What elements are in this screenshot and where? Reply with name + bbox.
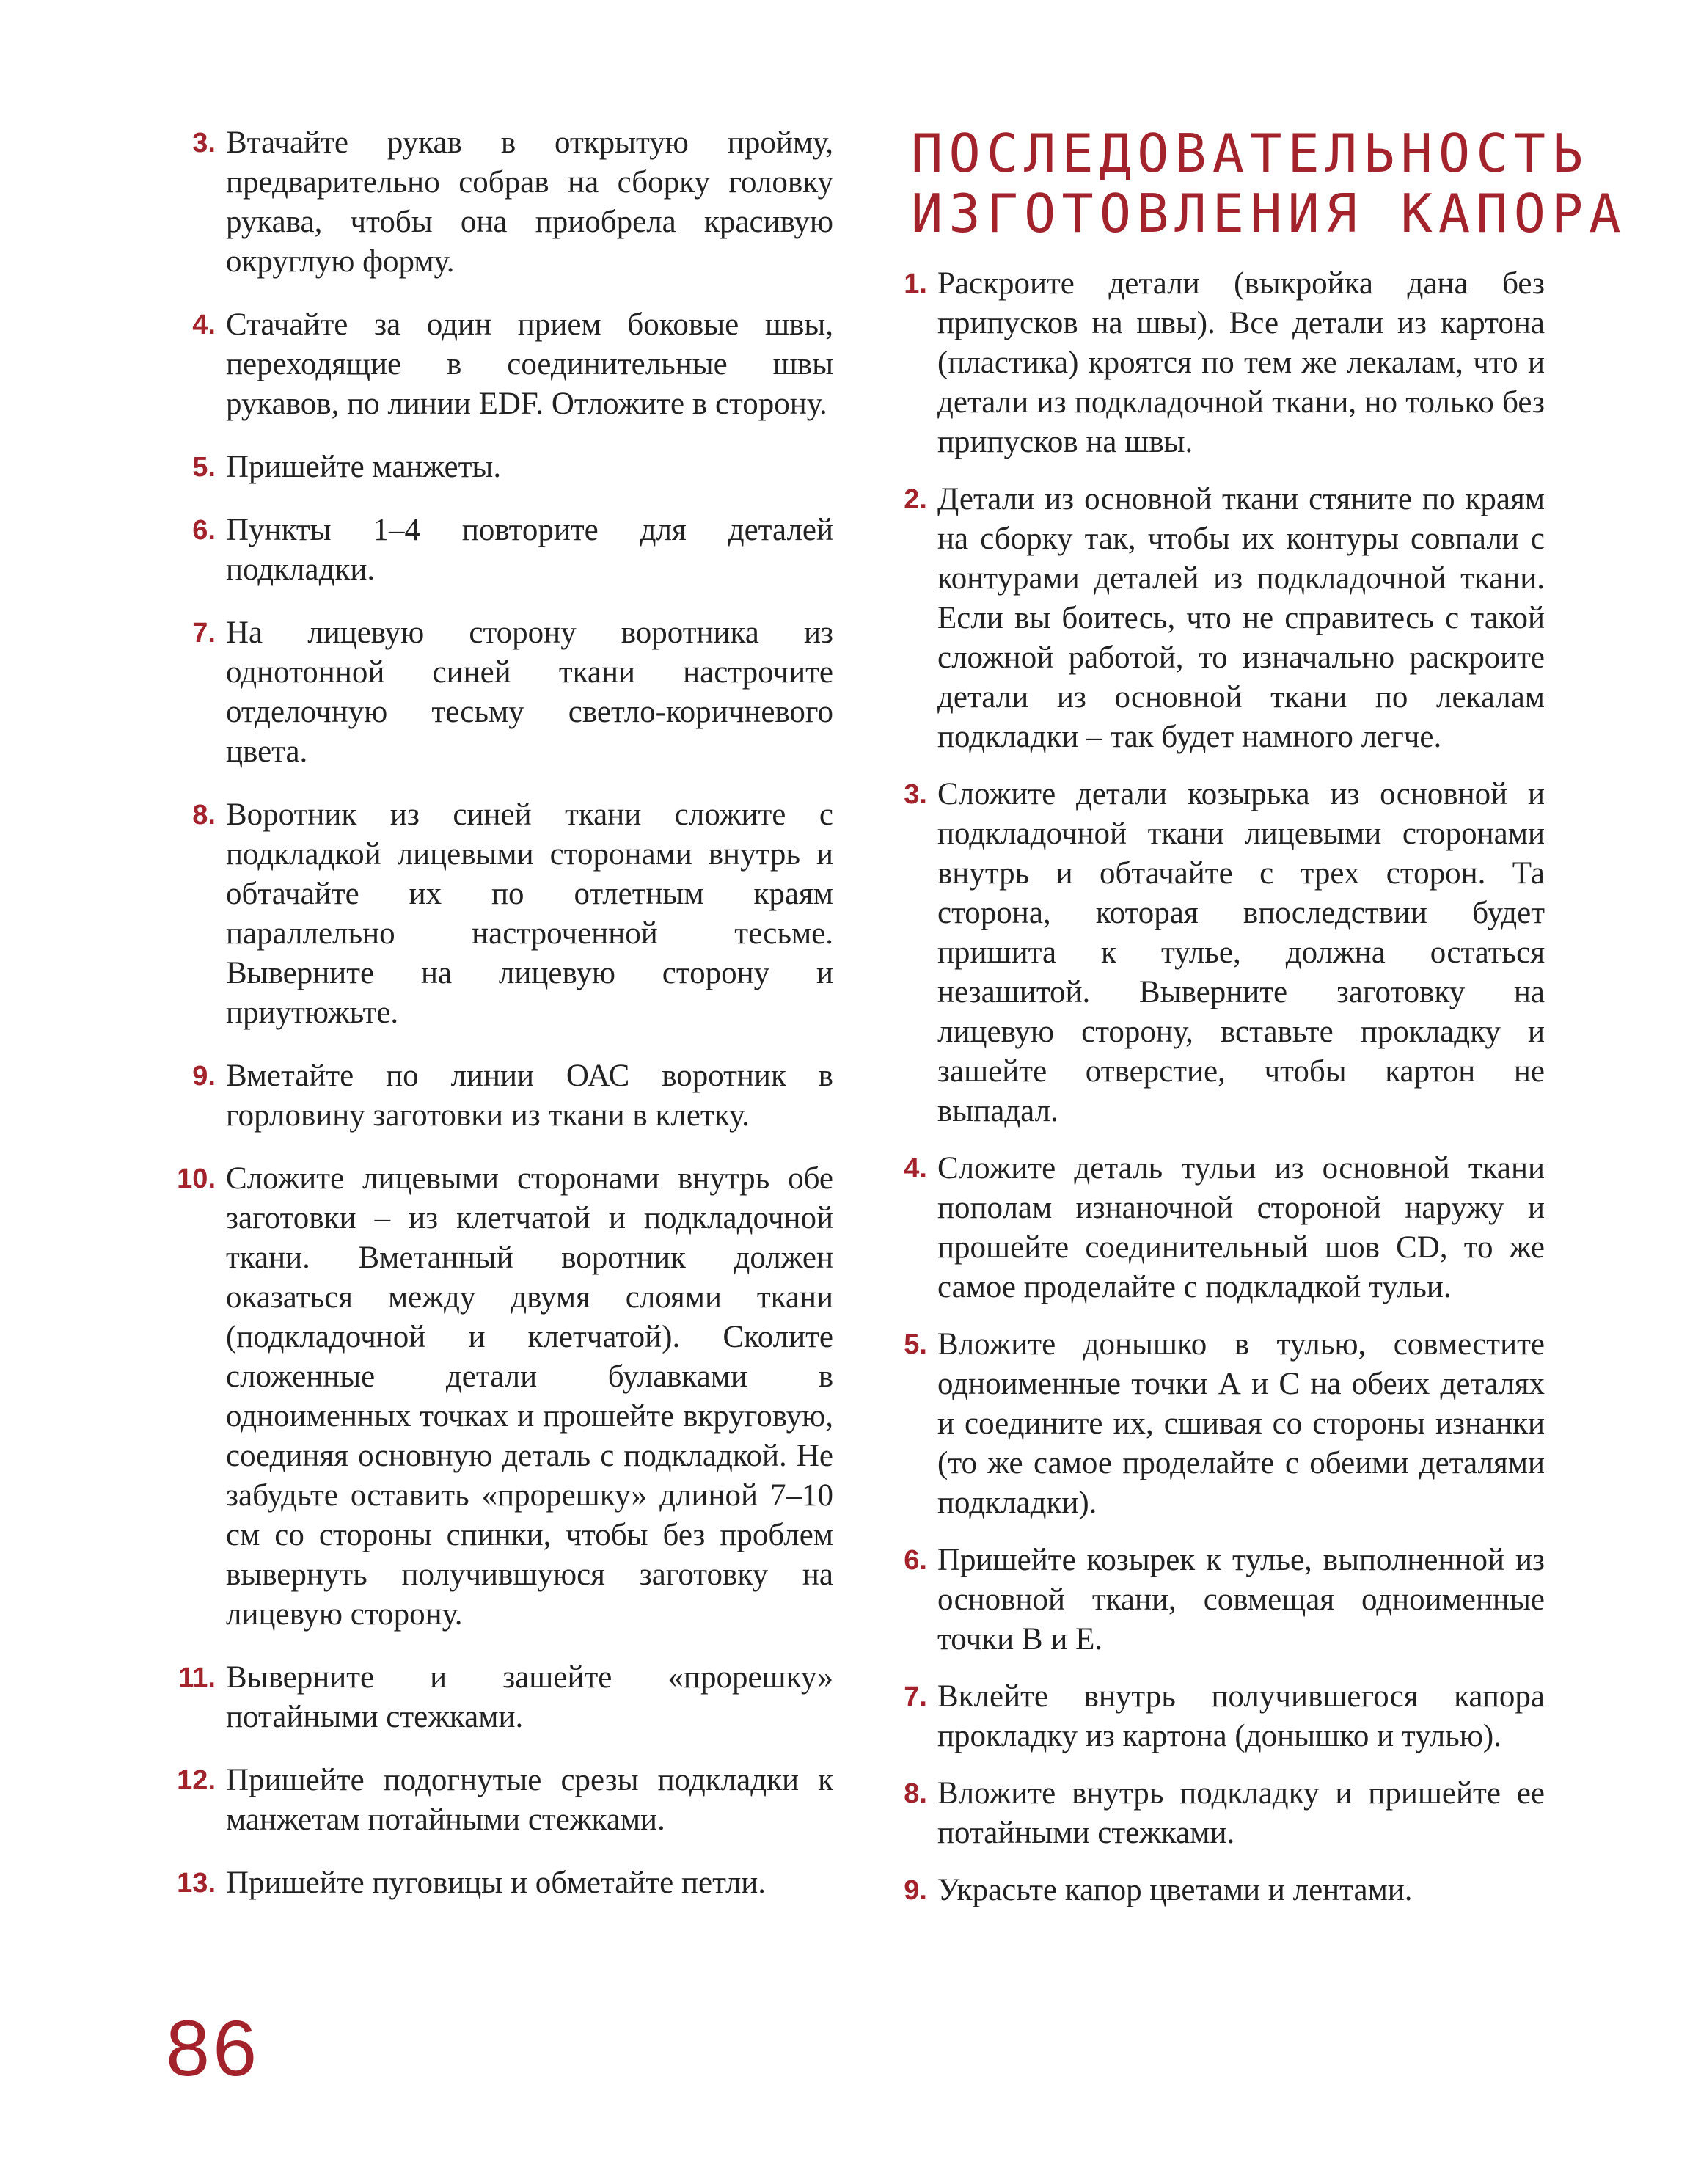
step-number: 4.	[904, 1153, 927, 1184]
step-number: 5.	[904, 1329, 927, 1360]
step-number: 12.	[177, 1765, 216, 1796]
step-item	[170, 613, 833, 772]
bonnet-title-line-2: ИЗГОТОВЛЕНИЯ КАПОРА	[911, 183, 1627, 244]
step-number: 6.	[192, 515, 216, 546]
step-text: Раскроите детали (выкройка дана без припусков на швы). Все детали из картона (пластика) кроятся по тем же лекалам, что и детали из подкладочной ткани, но только без припусков на швы.	[937, 266, 1545, 459]
step-item	[882, 264, 1545, 462]
step-text: Сложите деталь тульи из основной ткани пополам изнаночной стороной наружу и прошейте соединительный шов CD, то же самое проделайте с подкладкой тульи.	[937, 1151, 1545, 1304]
step-number: 2.	[904, 484, 927, 515]
step-text: Пришейте пуговицы и обметайте петли.	[226, 1866, 767, 1900]
page-number: 86	[166, 2004, 260, 2092]
step-item	[170, 305, 833, 424]
step-text: Сложите детали козырька из основной и подкладочной ткани лицевыми сторонами внутрь и обтачайте с трех сторон. Та сторона, которая впоследствии будет пришита к тулье, должна остаться незашитой. Выверните заготовку на лицевую сторону, вставьте прокладку и зашейте отверстие, чтобы картон не выпадал.	[937, 777, 1545, 1128]
step-text: Пришейте козырек к тулье, выполненной из основной ткани, совмещая одноименные точки В и Е.	[937, 1543, 1545, 1657]
step-number: 13.	[177, 1868, 216, 1899]
step-number: 3.	[192, 128, 216, 158]
step-item	[882, 775, 1545, 1131]
step-number: 1.	[904, 269, 927, 299]
step-text: Украсьте капор цветами и лентами.	[937, 1873, 1413, 1907]
bonnet-section-title	[911, 123, 1627, 244]
step-number: 7.	[192, 618, 216, 649]
step-number: 5.	[192, 452, 216, 483]
step-item	[170, 511, 833, 590]
step-number: 9.	[904, 1875, 927, 1906]
step-text: Стачайте за один прием боковые швы, переходящие в соединительные швы рукавов, по линии EDF. Отложите в сторону.	[226, 307, 833, 421]
step-number: 3.	[904, 779, 927, 810]
step-text: Детали из основной ткани стяните по краям на сборку так, чтобы их контуры совпали с контурами деталей из подкладочной ткани. Если вы боитесь, что не справитесь с такой сложной работой, то изначально раскроите детали из основной ткани по лекалам подкладки – так будет намного легче.	[937, 482, 1545, 754]
step-text: Пришейте подогнутые срезы подкладки к манжетам потайными стежками.	[226, 1763, 833, 1837]
step-text: Пункты 1–4 повторите для деталей подкладки.	[226, 513, 833, 587]
step-number: 6.	[904, 1545, 927, 1576]
step-item	[170, 795, 833, 1033]
step-text: На лицевую сторону воротника из однотонной синей ткани настрочите отделочную тесьму светло-коричневого цвета.	[226, 616, 833, 769]
step-text: Выверните и зашейте «прорешку» потайными стежками.	[226, 1660, 833, 1734]
step-text: Пришейте манжеты.	[226, 450, 502, 484]
step-text: Вклейте внутрь получившегося капора прокладку из картона (донышко и тулью).	[937, 1679, 1545, 1753]
step-item	[170, 123, 833, 282]
step-item	[882, 1774, 1545, 1853]
step-text: Вложите внутрь подкладку и пришейте ее потайными стежками.	[937, 1776, 1545, 1850]
step-number: 10.	[177, 1164, 216, 1194]
step-item	[170, 1658, 833, 1737]
step-text: Вметайте по линии ОАС воротник в горловину заготовки из ткани в клетку.	[226, 1059, 833, 1133]
step-item	[170, 1056, 833, 1136]
step-item	[882, 480, 1545, 757]
step-item	[170, 1159, 833, 1635]
step-item	[882, 1541, 1545, 1659]
step-text: Воротник из синей ткани сложите с подкладкой лицевыми сторонами внутрь и обтачайте их по отлетным краям параллельно настроченной тесьме. Выверните на лицевую сторону и приутюжьте.	[226, 797, 833, 1030]
step-item	[882, 1325, 1545, 1523]
step-item	[170, 1761, 833, 1840]
step-number: 4.	[192, 310, 216, 340]
step-number: 9.	[192, 1061, 216, 1092]
step-number: 7.	[904, 1681, 927, 1712]
left-column	[170, 123, 833, 1926]
right-column	[882, 123, 1627, 1928]
step-text: Втачайте рукав в открытую пройму, предварительно собрав на сборку головку рукава, чтобы она приобрела красивую округлую форму.	[226, 125, 833, 279]
step-text: Сложите лицевыми сторонами внутрь обе заготовки – из клетчатой и подкладочной ткани. Вметанный воротник должен оказаться между двумя слоями ткани (подкладочной и клетчатой). Сколите сложенные детали булавками в одноименных точках и прошейте вкруговую, соединяя основную деталь с подкладкой. Не забудьте оставить «прорешку» длиной 7–10 см со стороны спинки, чтобы без проблем вывернуть получившуюся заготовку на лицевую сторону.	[226, 1161, 833, 1632]
step-item	[882, 1871, 1545, 1910]
step-item	[170, 448, 833, 487]
step-item	[882, 1149, 1545, 1307]
step-item	[882, 1677, 1545, 1756]
step-text: Вложите донышко в тулью, совместите одноименные точки А и С на обеих деталях и соедините их, сшивая со стороны изнанки (то же самое проделайте с обеими деталями подкладки).	[937, 1327, 1545, 1520]
step-number: 8.	[904, 1778, 927, 1809]
bonnet-steps-list	[882, 264, 1545, 1910]
bonnet-title-line-1: ПОСЛЕДОВАТЕЛЬНОСТЬ	[911, 123, 1590, 184]
sleeve-assembly-steps-list	[170, 123, 833, 1903]
step-item	[170, 1863, 833, 1903]
step-number: 8.	[192, 800, 216, 830]
step-number: 11.	[178, 1662, 216, 1693]
